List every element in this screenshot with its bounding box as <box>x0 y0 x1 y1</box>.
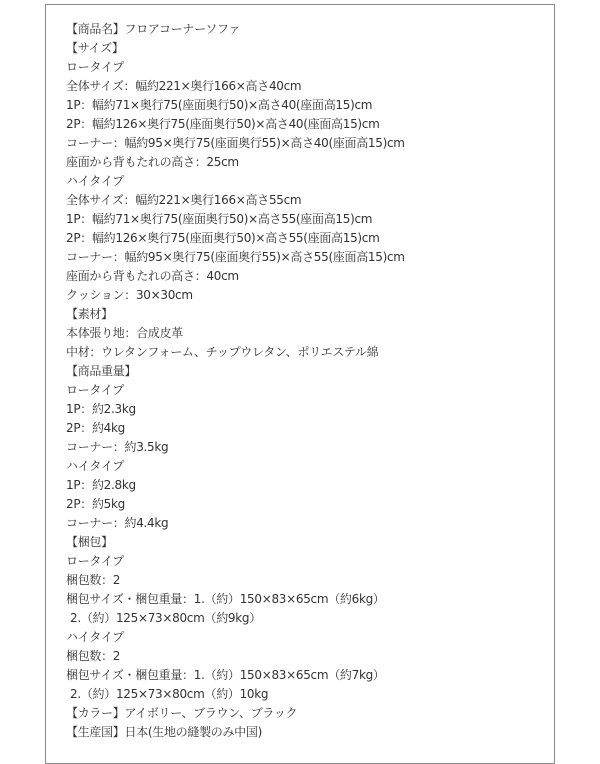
spec-line: 梱包数：2 <box>66 649 121 663</box>
spec-line: 【カラー】アイボリー、ブラウン、ブラック <box>66 706 298 720</box>
spec-line: ロータイプ <box>66 554 124 568</box>
spec-line: ロータイプ <box>66 383 124 397</box>
spec-line: コーナー：約3.5kg <box>66 440 169 454</box>
spec-line: 全体サイズ：幅約221×奥行166×高さ55cm <box>66 193 302 207</box>
spec-line: 梱包サイズ・梱包重量：1.（約）150×83×65cm（約7kg） <box>66 668 385 682</box>
spec-line: 【商品名】フロアコーナーソファ <box>66 22 241 36</box>
spec-line: 【生産国】日本(生地の縫製のみ中国) <box>66 725 262 739</box>
spec-line: ハイタイプ <box>66 630 124 644</box>
spec-line: 2P：幅約126×奥行75(座面奥行50)×高さ40(座面高15)cm <box>66 117 380 131</box>
spec-line: 2P：約4kg <box>66 421 125 435</box>
spec-line: 梱包数：2 <box>66 573 121 587</box>
spec-line: クッション：30×30cm <box>66 288 193 302</box>
spec-line: ロータイプ <box>66 60 124 74</box>
spec-line: 【商品重量】 <box>66 364 137 378</box>
spec-line: 梱包サイズ・梱包重量：1.（約）150×83×65cm（約6kg） <box>66 592 385 606</box>
spec-line: 2P：約5kg <box>66 497 125 511</box>
spec-list <box>66 20 405 742</box>
spec-line: 【サイズ】 <box>66 41 124 55</box>
spec-line: ハイタイプ <box>66 174 124 188</box>
spec-line: 1P：約2.3kg <box>66 402 136 416</box>
spec-line: 【梱包】 <box>66 535 113 549</box>
spec-line: コーナー：幅約95×奥行75(座面奥行55)×高さ55(座面高15)cm <box>66 250 405 264</box>
spec-line: コーナー：幅約95×奥行75(座面奥行55)×高さ40(座面高15)cm <box>66 136 405 150</box>
spec-line: 1P：幅約71×奥行75(座面奥行50)×高さ55(座面高15)cm <box>66 212 373 226</box>
spec-line: コーナー：約4.4kg <box>66 516 169 530</box>
spec-line: 2P：幅約126×奥行75(座面奥行50)×高さ55(座面高15)cm <box>66 231 380 245</box>
spec-line: 1P：幅約71×奥行75(座面奥行50)×高さ40(座面高15)cm <box>66 98 373 112</box>
spec-line: 【素材】 <box>66 307 113 321</box>
spec-line: 2.（約）125×73×80cm（約）10kg <box>70 687 269 701</box>
spec-line: 座面から背もたれの高さ：40cm <box>66 269 239 283</box>
spec-line: ハイタイプ <box>66 459 124 473</box>
spec-line: 中材：ウレタンフォーム、チップウレタン、ポリエステル綿 <box>66 345 379 359</box>
spec-line: 全体サイズ：幅約221×奥行166×高さ40cm <box>66 79 302 93</box>
spec-line: 本体張り地：合成皮革 <box>66 326 184 340</box>
spec-line: 2.（約）125×73×80cm（約9kg） <box>70 611 261 625</box>
spec-line: 1P：約2.8kg <box>66 478 136 492</box>
spec-line: 座面から背もたれの高さ：25cm <box>66 155 239 169</box>
